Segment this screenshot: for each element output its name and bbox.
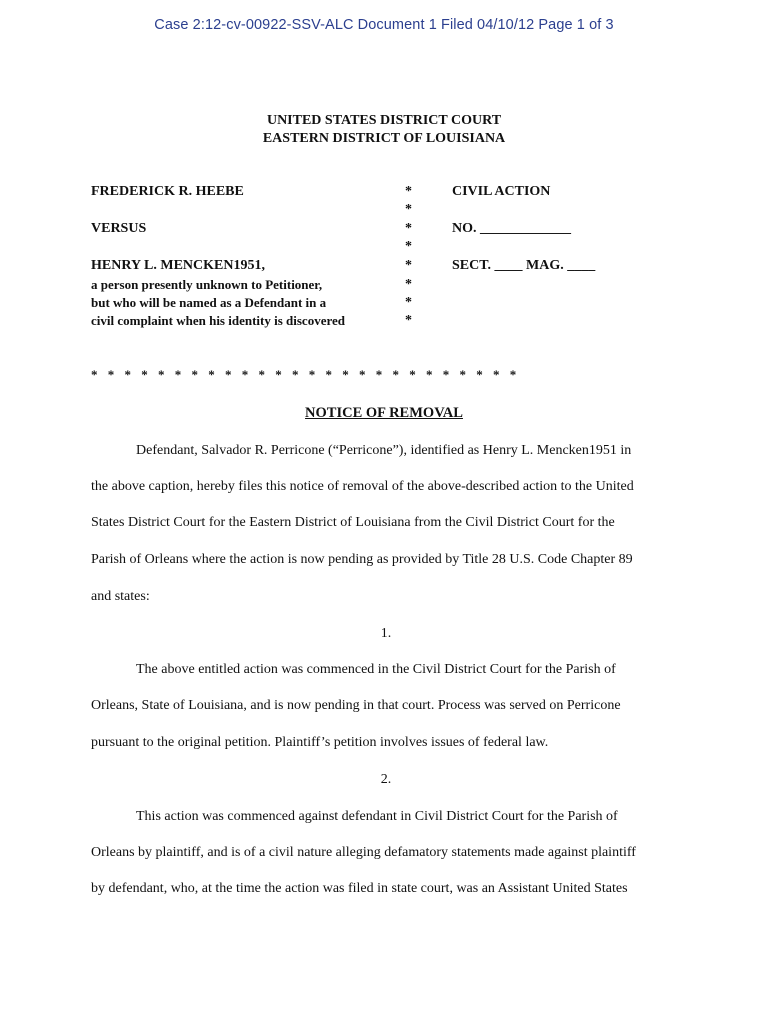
text-line: Defendant, Salvador R. Perricone (“Perricone”), identified as Henry L. Mencken1951 in <box>136 443 632 458</box>
text-line: Orleans by plaintiff, and is of a civil nature alleging defamatory statements made against plaintiff <box>91 845 636 860</box>
paragraph-number: 2. <box>380 772 392 787</box>
case-number-field: NO. _____________ <box>452 221 571 236</box>
section-magistrate-field: SECT. ____ MAG. ____ <box>452 258 596 273</box>
caption-star: * <box>405 221 412 236</box>
document-header-stamp: Case 2:12-cv-00922-SSV-ALC Document 1 Filed 04/10/12 Page 1 of 3 <box>154 17 614 33</box>
defendant-name: HENRY L. MENCKEN1951, <box>91 258 265 273</box>
text-line: Parish of Orleans where the action is now pending as provided by Title 28 U.S. Code Chapter 89 <box>91 552 633 567</box>
caption-separator: * * * * * * * * * * * * * * * * * * * * * * * * * * <box>91 367 520 382</box>
paragraph-number: 1. <box>380 626 392 641</box>
text-line: The above entitled action was commenced in the Civil District Court for the Parish of <box>136 662 616 677</box>
caption-star: * <box>405 313 412 328</box>
text-line: pursuant to the original petition. Plaintiff’s petition involves issues of federal law. <box>91 735 549 750</box>
caption-star: * <box>405 184 412 199</box>
caption-star: * <box>405 295 412 310</box>
plaintiff-name: FREDERICK R. HEEBE <box>91 184 244 199</box>
court-district: EASTERN DISTRICT OF LOUISIANA <box>262 131 506 146</box>
caption-star: * <box>405 277 412 292</box>
defendant-description-line: a person presently unknown to Petitioner, <box>91 277 323 292</box>
caption-star: * <box>405 202 412 217</box>
document-title: NOTICE OF REMOVAL <box>305 405 463 421</box>
text-line: by defendant, who, at the time the action was filed in state court, was an Assistant United States <box>91 881 628 896</box>
text-line: States District Court for the Eastern District of Louisiana from the Civil District Court for the <box>91 515 615 530</box>
defendant-description-line: but who will be named as a Defendant in a <box>91 295 327 310</box>
caption-star: * <box>405 258 412 273</box>
caption-star: * <box>405 239 412 254</box>
text-line: the above caption, hereby files this notice of removal of the above-described action to the United <box>91 479 634 494</box>
text-line: Orleans, State of Louisiana, and is now pending in that court. Process was served on Perricone <box>91 698 621 713</box>
civil-action-label: CIVIL ACTION <box>452 184 551 199</box>
versus-label: VERSUS <box>91 221 147 236</box>
text-line: This action was commenced against defendant in Civil District Court for the Parish of <box>136 809 618 824</box>
court-name: UNITED STATES DISTRICT COURT <box>266 113 502 128</box>
defendant-description-line: civil complaint when his identity is discovered <box>91 313 345 328</box>
court-heading <box>0 112 768 148</box>
text-line: and states: <box>91 589 150 604</box>
